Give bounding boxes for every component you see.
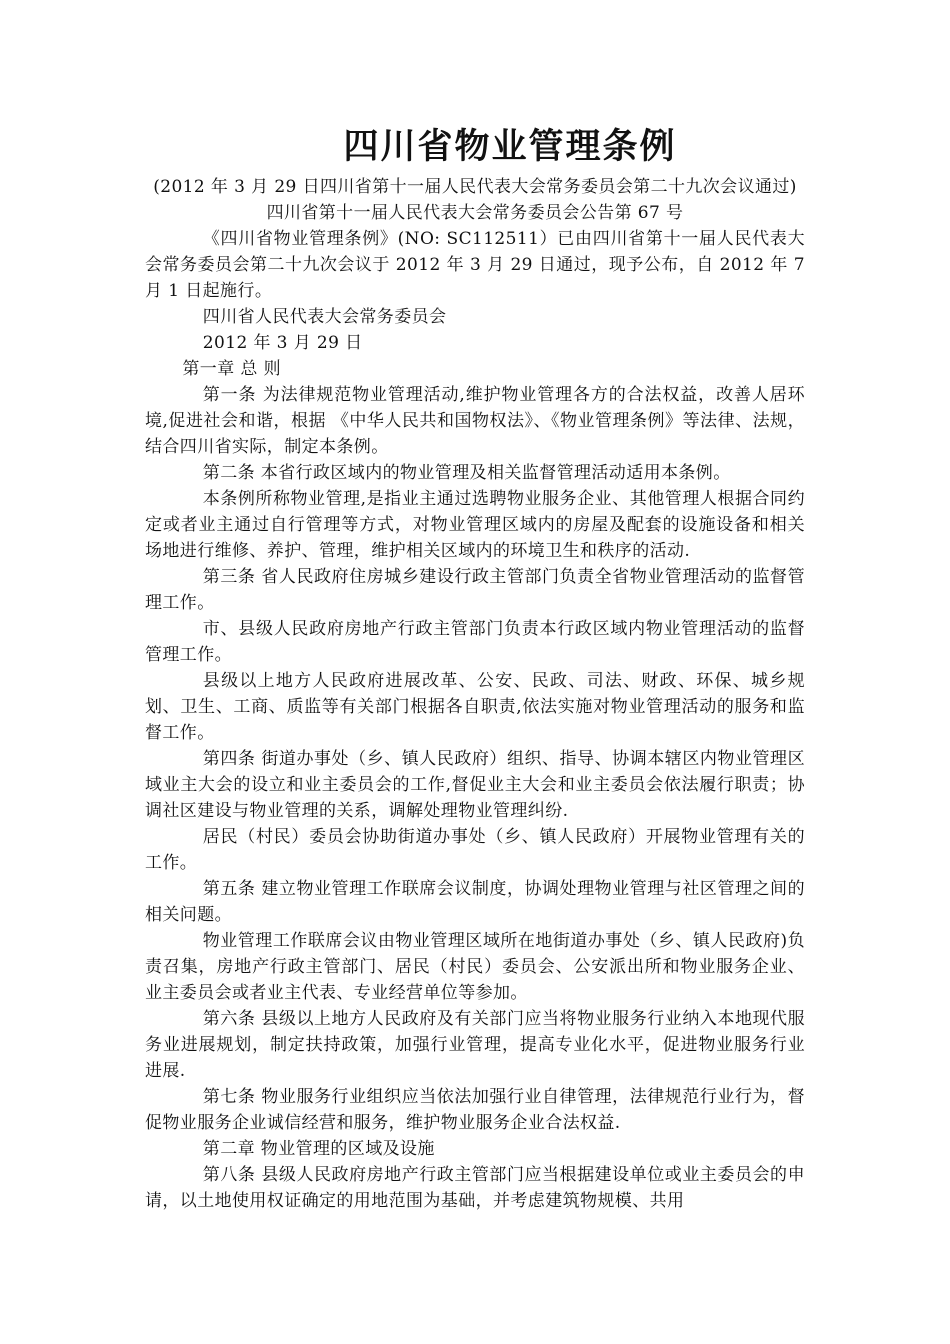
document-title: 四川省物业管理条例 [343, 127, 677, 167]
paragraph-article-2: 第二条 本省行政区域内的物业管理及相关监督管理活动适用本条例。 [202, 463, 731, 483]
issuer: 四川省人民代表大会常务委员会 [202, 307, 447, 327]
paragraph-article-3-departments: 县级以上地方人民政府进展改革、公安、民政、司法、财政、环保、城乡规划、卫生、工商、质监等有关部门根据各自职责,依法实施对物业管理活动的服务和监督工作。 [145, 671, 805, 743]
chapter2-heading: 第二章 物业管理的区域及设施 [202, 1139, 435, 1159]
paragraph-article-4: 第四条 街道办事处（乡、镇人民政府）组织、指导、协调本辖区内物业管理区域业主大会的设立和业主委员会的工作,督促业主大会和业主委员会依法履行职责；协调社区建设与物业管理的关系，调解处理物业管理纠纷. [145, 749, 805, 821]
paragraph-article-2-definition: 本条例所称物业管理,是指业主通过选聘物业服务企业、其他管理人根据合同约定或者业主通过自行管理等方式，对物业管理区域内的房屋及配套的设施设备和相关场地进行维修、养护、管理，维护相关区域内的环境卫生和秩序的活动. [145, 489, 805, 561]
adoption-note: (2012 年 3 月 29 日四川省第十一届人民代表大会常务委员会第二十九次会议通过) [153, 177, 797, 197]
paragraph-article-5-meeting: 物业管理工作联席会议由物业管理区域所在地街道办事处（乡、镇人民政府)负责召集，房地产行政主管部门、居民（村民）委员会、公安派出所和物业服务企业、业主委员会或者业主代表、专业经营单位等参加。 [145, 931, 805, 1003]
paragraph-article-6: 第六条 县级以上地方人民政府及有关部门应当将物业服务行业纳入本地现代服务业进展规划，制定扶持政策，加强行业管理，提高专业化水平，促进物业服务行业进展. [145, 1009, 805, 1081]
issue-date: 2012 年 3 月 29 日 [202, 333, 363, 353]
paragraph-article-1: 第一条 为法律规范物业管理活动,维护物业管理各方的合法权益，改善人居环境,促进社会和谐，根据 《中华人民共和国物权法》、《物业管理条例》等法律、法规，结合四川省实际，制定本条例。 [145, 385, 805, 457]
paragraph-article-4-committee: 居民（村民）委员会协助街道办事处（乡、镇人民政府）开展物业管理有关的工作。 [145, 827, 805, 873]
paragraph-article-5: 第五条 建立物业管理工作联席会议制度，协调处理物业管理与社区管理之间的相关问题。 [145, 879, 805, 925]
chapter1-heading: 第一章 总 则 [182, 359, 281, 379]
document-body [145, 174, 805, 1214]
paragraph-article-3: 第三条 省人民政府住房城乡建设行政主管部门负责全省物业管理活动的监督管理工作。 [145, 567, 805, 613]
paragraph-article-7: 第七条 物业服务行业组织应当依法加强行业自律管理，法律规范行业行为，督促物业服务企业诚信经营和服务，维护物业服务企业合法权益. [145, 1087, 805, 1133]
paragraph-article-8: 第八条 县级人民政府房地产行政主管部门应当根据建设单位或业主委员会的申请，以土地使用权证确定的用地范围为基础，并考虑建筑物规模、共用 [145, 1165, 805, 1211]
announcement-body: 《四川省物业管理条例》(NO: SC112511）已由四川省第十一届人民代表大会常务委员会第二十九次会议于 2012 年 3 月 29 日通过，现予公布，自 2012 年 7 月 1 日起施行。 [145, 229, 805, 301]
paragraph-article-3-city: 市、县级人民政府房地产行政主管部门负责本行政区域内物业管理活动的监督管理工作。 [145, 619, 805, 665]
announcement-title: 四川省第十一届人民代表大会常务委员会公告第 67 号 [266, 203, 684, 223]
